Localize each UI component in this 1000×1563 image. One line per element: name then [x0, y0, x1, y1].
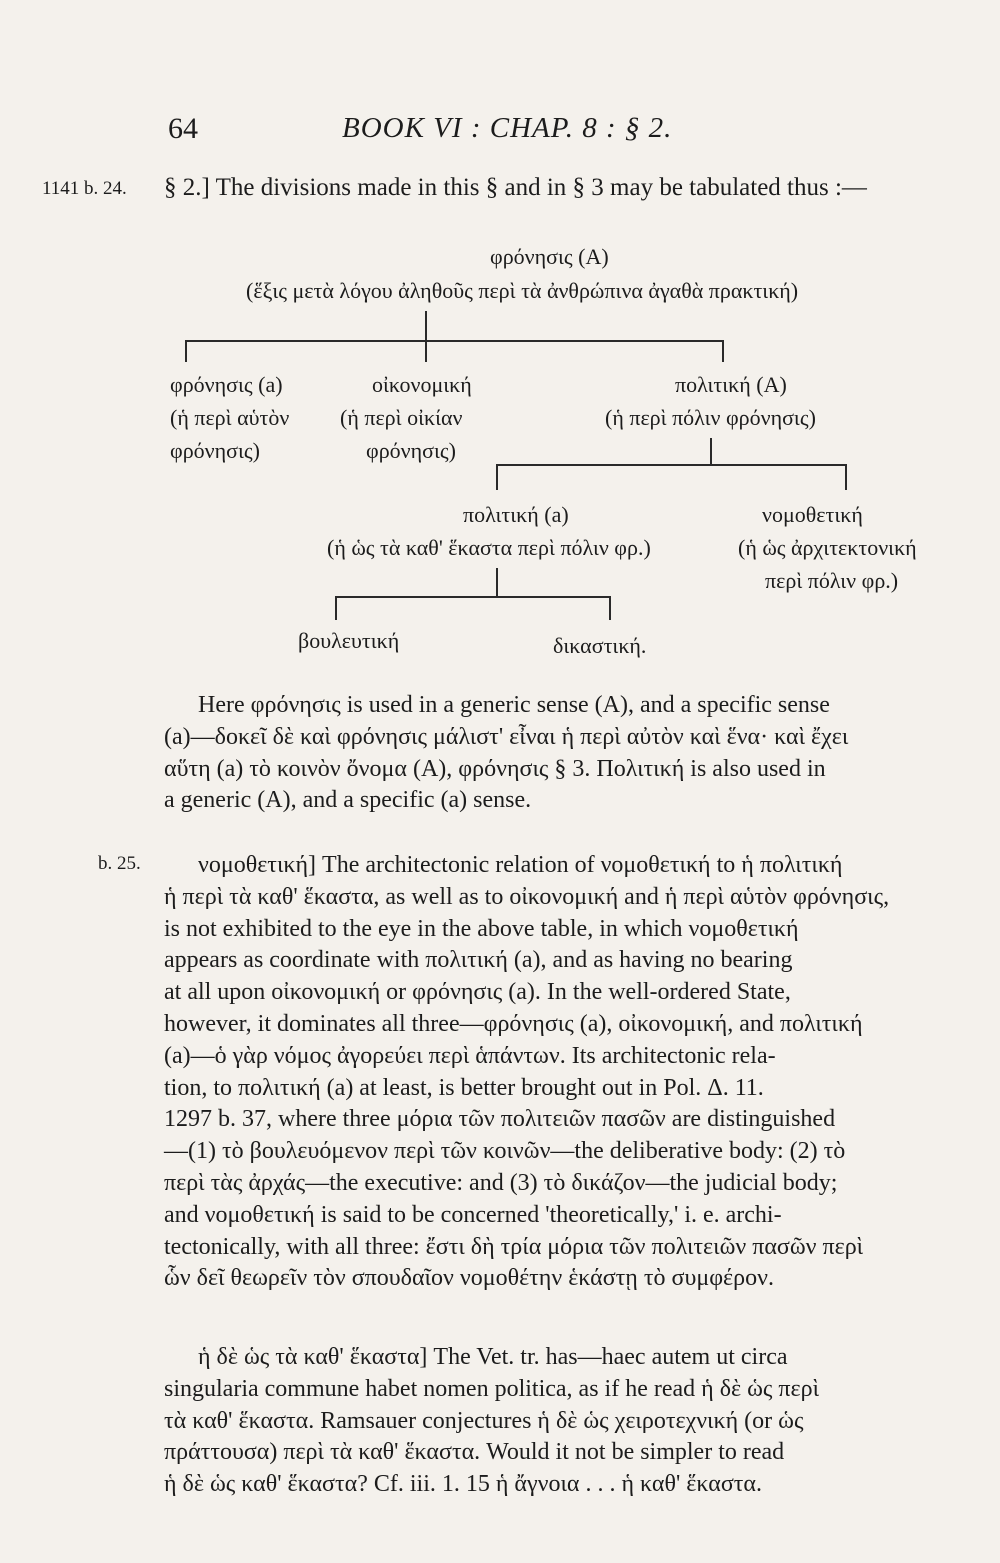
node-oikonomike-line1: οἰκονομική — [372, 372, 472, 397]
node-politike-A-line1: πολιτική (A) — [675, 372, 787, 397]
para3-line: singularia commune habet nomen politica, as if he read ἡ δὲ ὡς περὶ — [164, 1375, 820, 1402]
connector-to-politike-A — [722, 340, 724, 362]
para2-line: ὧν δεῖ θεωρεῖν τὸν σπουδαῖον νομοθέτην ἑκάστῃ τὸ συμφέρον. — [164, 1265, 774, 1292]
paragraph-nomothetike — [164, 850, 944, 1295]
page-number: 64 — [168, 112, 198, 145]
node-dikastike: δικαστική. — [553, 633, 647, 658]
para2-line: tectonically, with all three: ἔστι δὴ τρία μόρια τῶν πολιτειῶν πασῶν περὶ — [164, 1233, 864, 1260]
para2-line: is not exhibited to the eye in the above table, in which νομοθετική — [164, 915, 799, 942]
para2-line: 1297 b. 37, where three μόρια τῶν πολιτειῶν πασῶν are distinguished — [164, 1106, 836, 1133]
connector-politike-A — [710, 438, 712, 464]
para2-line: at all upon οἰκονομική or φρόνησις (a). In the well-ordered State, — [164, 979, 791, 1006]
para3-line: ἡ δὲ ὡς τὰ καθ' ἕκαστα] The Vet. tr. has—haec autem ut circa — [198, 1344, 788, 1370]
para2-line: however, it dominates all three—φρόνησις (a), οἰκονομική, and πολιτική — [164, 1010, 863, 1037]
para3-line: ἡ δὲ ὡς καθ' ἕκαστα? Cf. iii. 1. 15 ἡ ἄγνοια . . . ἡ καθ' ἕκαστα. — [164, 1471, 762, 1498]
connector-to-dikastike — [609, 596, 611, 620]
paragraph-generic-specific — [164, 690, 944, 817]
para2-line: tion, to πολιτική (a) at least, is better brought out in Pol. Δ. 11. — [164, 1074, 764, 1101]
connector-level2-bar — [496, 464, 846, 466]
para1-line: αὕτη (a) τὸ κοινὸν ὄνομα (A), φρόνησις § 3. Πολιτική is also used in — [164, 755, 826, 782]
para2-line: (a)—ὁ γὰρ νόμος ἀγορεύει περὶ ἁπάντων. Its architectonic rela- — [164, 1042, 776, 1069]
connector-politike-a — [496, 568, 498, 596]
connector-level3-bar — [335, 596, 610, 598]
node-phronesis-a-line3: φρόνησις) — [170, 438, 260, 463]
node-nomothetike-line3: περὶ πόλιν φρ.) — [765, 568, 899, 593]
node-politike-a-line1: πολιτική (a) — [463, 502, 569, 527]
connector-root — [425, 311, 427, 341]
node-nomothetike-line1: νομοθετική — [762, 502, 863, 527]
connector-level1-bar — [185, 340, 723, 342]
para2-line: νομοθετική] The architectonic relation of νομοθετική to ἡ πολιτική — [198, 852, 843, 878]
intro-paragraph: § 2.] The divisions made in this § and in § 3 may be tabulated thus :— — [164, 174, 867, 201]
paragraph-vet-tr — [164, 1342, 944, 1501]
node-bouleutike: βουλευτική — [298, 628, 400, 653]
connector-to-politike-a — [496, 464, 498, 490]
para2-line: and νομοθετική is said to be concerned 'theoretically,' i. e. archi- — [164, 1201, 782, 1228]
para3-line: πράττουσα) περὶ τὰ καθ' ἕκαστα. Would it not be simpler to read — [164, 1439, 785, 1466]
node-politike-a-line2: (ἡ ὡς τὰ καθ' ἕκαστα περὶ πόλιν φρ.) — [327, 535, 651, 560]
para3-line: τὰ καθ' ἕκαστα. Ramsauer conjectures ἡ δὲ ὡς χειροτεχνική (or ὡς — [164, 1407, 804, 1434]
margin-ref-b25: b. 25. — [98, 853, 141, 874]
tree-root-subtitle: (ἕξις μετὰ λόγου ἀληθοῦς περὶ τὰ ἀνθρώπινα ἀγαθὰ πρακτική) — [246, 278, 799, 303]
para2-line: —(1) τὸ βουλευόμενον περὶ τῶν κοινῶν—the deliberative body: (2) τὸ — [164, 1138, 846, 1165]
node-nomothetike-line2: (ἡ ὡς ἀρχιτεκτονική — [738, 535, 917, 560]
tree-root-title: φρόνησις (A) — [490, 244, 609, 269]
para2-line: ἡ περὶ τὰ καθ' ἕκαστα, as well as to οἰκονομική and ἡ περὶ αὑτὸν φρόνησις, — [164, 883, 890, 910]
para1-line: (a)—δοκεῖ δὲ καὶ φρόνησις μάλιστ' εἶναι ἡ περὶ αὐτὸν καὶ ἕνα· καὶ ἔχει — [164, 723, 849, 750]
para2-line: περὶ τὰς ἀρχάς—the executive: and (3) τὸ δικάζον—the judicial body; — [164, 1169, 838, 1196]
para1-line: Here φρόνησις is used in a generic sense (A), and a specific sense — [198, 692, 830, 718]
running-head: BOOK VI : CHAP. 8 : § 2. — [342, 112, 673, 144]
node-phronesis-a-line2: (ἡ περὶ αὑτὸν — [170, 405, 290, 430]
node-politike-A-line2: (ἡ περὶ πόλιν φρόνησις) — [605, 405, 816, 430]
node-oikonomike-line2: (ἡ περὶ οἰκίαν — [340, 405, 463, 430]
connector-to-oikonomike — [425, 340, 427, 362]
node-oikonomike-line3: φρόνησις) — [366, 438, 456, 463]
margin-ref-1141b24: 1141 b. 24. — [42, 178, 127, 199]
connector-to-nomothetike — [845, 464, 847, 490]
connector-to-phronesis-a — [185, 340, 187, 362]
node-phronesis-a-line1: φρόνησις (a) — [170, 372, 283, 397]
connector-to-bouleutike — [335, 596, 337, 620]
para2-line: appears as coordinate with πολιτική (a), and as having no bearing — [164, 947, 793, 974]
para1-line: a generic (A), and a specific (a) sense. — [164, 787, 532, 814]
